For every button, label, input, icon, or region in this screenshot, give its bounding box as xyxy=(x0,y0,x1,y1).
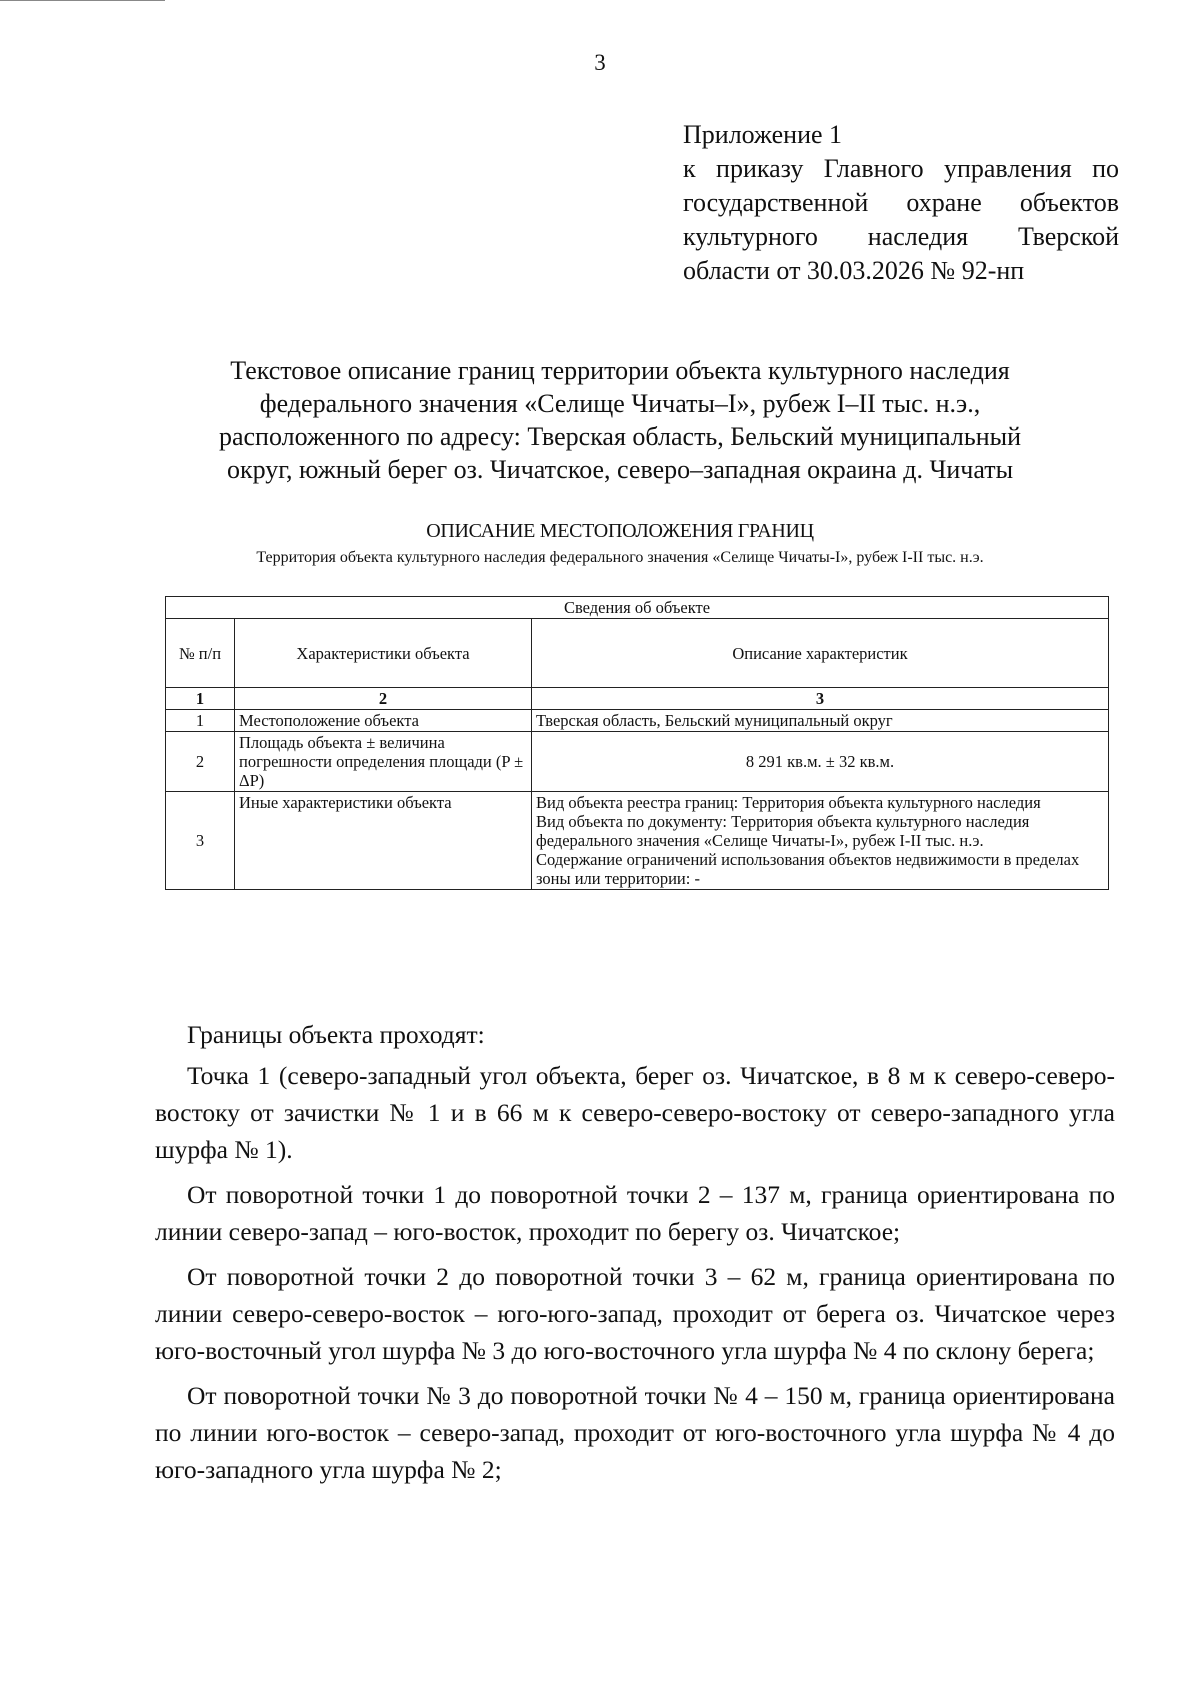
table-row xyxy=(166,732,1109,792)
title-line: Текстовое описание границ территории объекта культурного наследия xyxy=(230,356,1010,385)
appendix-line: области от 30.03.2026 № 92-нп xyxy=(683,256,1025,285)
column-number: 1 xyxy=(166,688,235,710)
row-number: 2 xyxy=(166,732,235,792)
page-number: 3 xyxy=(594,50,606,75)
row-description: 8 291 кв.м. ± 32 кв.м. xyxy=(532,732,1109,792)
section-subtitle: Территория объекта культурного наследия федерального значения «Селище Чичаты-I», рубеж I-II тыс. н.э. xyxy=(256,549,984,566)
title-line: федерального значения «Селище Чичаты–I», рубеж I–II тыс. н.э., xyxy=(259,389,981,418)
row-characteristic: Иные характеристики объекта xyxy=(235,792,532,890)
body-lead: Границы объекта проходят: xyxy=(187,1020,485,1049)
header-number: № п/п xyxy=(166,619,235,688)
row-number: 3 xyxy=(166,792,235,890)
table-row xyxy=(166,792,1109,890)
body-paragraph: Точка 1 (северо-западный угол объекта, берег оз. Чичатское, в 8 м к северо-северо-востоку от зачистки № 1 и в 66 м к северо-северо-востоку от северо-западного угла шурфа № 1). xyxy=(155,1061,1115,1164)
row-number: 1 xyxy=(166,710,235,732)
row-characteristic: Местоположение объекта xyxy=(235,710,532,732)
column-number: 3 xyxy=(532,688,1109,710)
column-number: 2 xyxy=(235,688,532,710)
body-paragraph: От поворотной точки 2 до поворотной точки 3 – 62 м, граница ориентирована по линии северо-северо-восток – юго-юго-запад, проходит от берега оз. Чичатское через юго-восточный угол шурфа № 3 до юго-восточного угла шурфа № 4 по склону берега; xyxy=(155,1262,1115,1365)
description-line: Вид объекта реестра границ: Территория объекта культурного наследия xyxy=(536,793,1041,812)
row-characteristic: Площадь объекта ± величина погрешности определения площади (P ± ΔP) xyxy=(235,732,532,792)
body-paragraph: От поворотной точки № 3 до поворотной точки № 4 – 150 м, граница ориентирована по линии юго-восток – северо-запад, проходит от юго-восточного угла шурфа № 4 до юго-западного угла шурфа № 2; xyxy=(155,1381,1115,1484)
appendix-line: к приказу Главного управления по xyxy=(683,154,1119,183)
document-title xyxy=(150,354,1090,486)
object-info-table xyxy=(165,596,1109,890)
appendix-note xyxy=(683,118,1119,288)
header-description: Описание характеристик xyxy=(532,619,1109,688)
scan-edge-mark xyxy=(0,0,165,1)
table-caption: Сведения об объекте xyxy=(166,597,1109,619)
boundary-description xyxy=(155,1016,1115,1496)
body-paragraph: От поворотной точки 1 до поворотной точки 2 – 137 м, граница ориентирована по линии северо-запад – юго-восток, проходит по берегу оз. Чичатское; xyxy=(155,1180,1115,1246)
row-description xyxy=(532,792,1109,890)
appendix-line: Приложение 1 xyxy=(683,120,843,149)
table-header-row xyxy=(166,619,1109,688)
table-row xyxy=(166,710,1109,732)
title-line: округ, южный берег оз. Чичатское, северо–западная окраина д. Чичаты xyxy=(226,455,1014,484)
row-description: Тверская область, Бельский муниципальный округ xyxy=(532,710,1109,732)
appendix-line: культурного наследия Тверской xyxy=(683,222,1119,251)
description-line: Содержание ограничений использования объектов недвижимости в пределах зоны или территории: - xyxy=(536,850,1080,888)
header-characteristic: Характеристики объекта xyxy=(235,619,532,688)
table-colnum-row xyxy=(166,688,1109,710)
table-caption-row xyxy=(166,597,1109,619)
appendix-line: государственной охране объектов xyxy=(683,188,1119,217)
description-line: Вид объекта по документу: Территория объекта культурного наследия федерального значения «Селище Чичаты-I», рубеж I-II тыс. н.э. xyxy=(536,812,1030,850)
title-line: расположенного по адресу: Тверская область, Бельский муниципальный xyxy=(218,422,1022,451)
section-title: ОПИСАНИЕ МЕСТОПОЛОЖЕНИЯ ГРАНИЦ xyxy=(426,520,814,542)
